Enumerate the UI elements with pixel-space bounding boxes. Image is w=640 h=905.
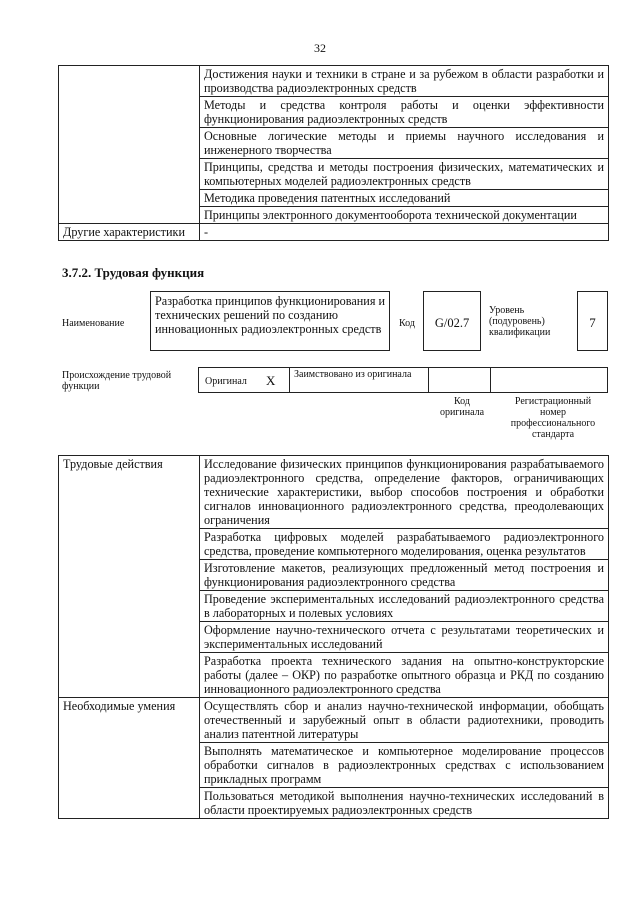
reg-number-caption: Регистрационный номер профессионального стандарта (510, 396, 596, 440)
knowledge-item: Методика проведения патентных исследований (200, 190, 609, 207)
skills-label: Необходимые умения (59, 698, 200, 819)
function-name-box: Разработка принципов функционирования и технических решений по созданию инновационных радиоэлектронных средств (150, 291, 390, 351)
origin-label: Происхождение трудовой функции (62, 370, 172, 392)
knowledge-item: Принципы электронного документооборота технической документации (200, 207, 609, 224)
name-label: Наименование (62, 318, 125, 329)
section-heading: 3.7.2. Трудовая функция (62, 265, 205, 280)
divider (490, 368, 491, 392)
original-mark: X (266, 373, 276, 388)
labor-action-item: Оформление научно-технического отчета с результатами теоретических и экспериментальных исследований (200, 622, 609, 653)
labor-action-item: Разработка цифровых моделей разрабатываемого радиоэлектронного средства, проведение компьютерного моделирования, оценка результатов (200, 529, 609, 560)
knowledge-item: Методы и средства контроля работы и оценки эффективности функционирования радиоэлектронных средств (200, 97, 609, 128)
page-number: 32 (314, 41, 326, 55)
knowledge-table (58, 65, 609, 241)
original-label: Оригинал (205, 376, 247, 387)
function-code-box: G/02.7 (423, 291, 481, 351)
borrowed-label: Заимствовано из оригинала (294, 369, 412, 380)
origin-row (198, 367, 608, 393)
labor-action-item: Изготовление макетов, реализующих предложенный метод построения и функционирования радиоэлектронного средства (200, 560, 609, 591)
table-cell-empty (59, 66, 200, 224)
labor-action-item: Проведение экспериментальных исследований радиоэлектронного средства в лабораторных и полевых условиях (200, 591, 609, 622)
code-original-caption: Код оригинала (439, 396, 485, 418)
labor-action-item: Разработка проекта технического задания на опытно-конструкторские работы (далее – ОКР) по разработке опытного образца и РКД по созданию инновационного радиоэлектронного средства (200, 653, 609, 698)
other-characteristics-value: - (200, 224, 609, 241)
level-value-box: 7 (577, 291, 608, 351)
level-label: Уровень (подуровень) квалификации (489, 305, 551, 338)
original-cell (199, 368, 290, 392)
skill-item: Выполнять математическое и компьютерное моделирование процессов обработки сигналов в радиоэлектронных средствах с использованием прикладных программ (200, 743, 609, 788)
labor-function-table (58, 455, 609, 819)
knowledge-item: Основные логические методы и приемы научного исследования и инженерного творчества (200, 128, 609, 159)
other-characteristics-label: Другие характеристики (59, 224, 200, 241)
skill-item: Пользоваться методикой выполнения научно-технических исследований в области проектируемых радиоэлектронных средств (200, 788, 609, 819)
knowledge-item: Достижения науки и техники в стране и за рубежом в области разработки и производства радиоэлектронных средств (200, 66, 609, 97)
code-label: Код (399, 318, 415, 329)
labor-actions-label: Трудовые действия (59, 456, 200, 698)
skill-item: Осуществлять сбор и анализ научно-технической информации, обобщать отечественный и зарубежный опыт в области радиотехники, проводить анализ патентной литературы (200, 698, 609, 743)
divider (428, 368, 429, 392)
labor-action-item: Исследование физических принципов функционирования разрабатываемого радиоэлектронного средства, определение факторов, ограничивающих технические характеристики, выбор способов построения и обработки сигналов инновационного радиоэлектронного средства, преодолевающих ограничения (200, 456, 609, 529)
knowledge-item: Принципы, средства и методы построения физических, математических и компьютерных моделей радиоэлектронных средств (200, 159, 609, 190)
